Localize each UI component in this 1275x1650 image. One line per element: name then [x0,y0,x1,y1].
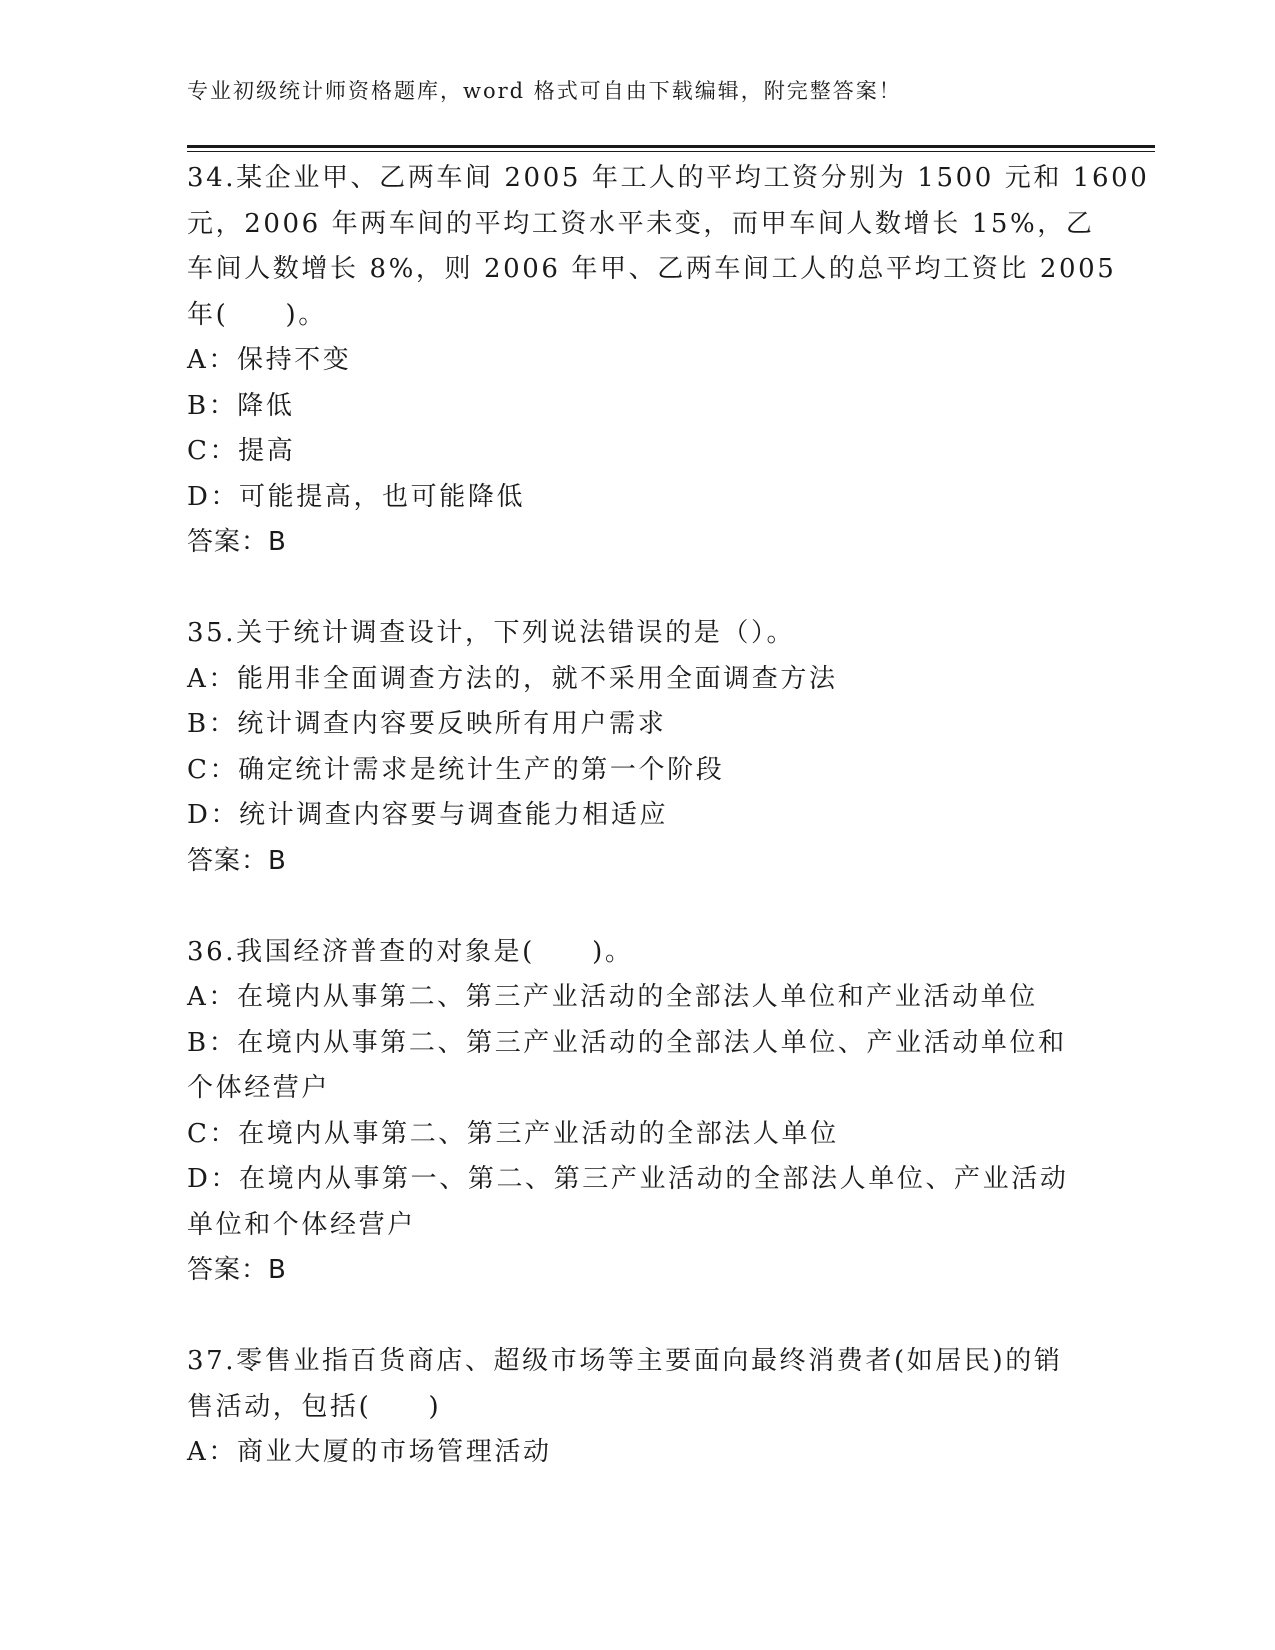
option-d-continued: 单位和个体经营户 [187,1209,416,1240]
answer-label: 答案：B [187,1255,287,1285]
option-b: B：降低 [187,390,295,421]
option-a: A：商业大厦的市场管理活动 [187,1437,552,1467]
option-b-continued: 个体经营户 [187,1073,331,1103]
option-b: B：在境内从事第二、第三产业活动的全部法人单位、产业活动单位和 [187,1027,1067,1058]
option-a: A：保持不变 [187,345,352,375]
question-35 [187,611,1087,884]
option-d: D：统计调查内容要与调查能力相适应 [187,800,669,830]
question-34 [187,156,1150,566]
option-c: C：确定统计需求是统计生产的第一个阶段 [187,754,725,785]
option-a: A：在境内从事第二、第三产业活动的全部法人单位和产业活动单位 [187,982,1038,1012]
option-c: C：提高 [187,436,296,466]
question-36 [187,930,1087,1294]
question-37 [187,1339,1087,1476]
option-d: D：可能提高，也可能降低 [187,481,526,512]
page-header: 专业初级统计师资格题库，word 格式可自由下载编辑，附完整答案！ [187,79,902,103]
question-list [187,156,1150,1476]
answer-label: 答案：B [187,527,287,557]
option-a: A：能用非全面调查方法的，就不采用全面调查方法 [187,663,838,694]
question-text-line: 34.某企业甲、乙两车间 2005 年工人的平均工资分别为 1500 元和 1600 [187,163,1150,193]
option-b: B：统计调查内容要反映所有用户需求 [187,709,667,739]
header-rule-thin [187,151,1155,152]
answer-label: 答案：B [187,845,287,876]
question-text-line: 车间人数增长 8%，则 2006 年甲、乙两车间工人的总平均工资比 2005 [187,254,1117,284]
option-c: C：在境内从事第二、第三产业活动的全部法人单位 [187,1118,839,1149]
question-text-line: 35.关于统计调查设计，下列说法错误的是（）。 [187,618,796,648]
question-text-line: 37.零售业指百货商店、超级市场等主要面向最终消费者(如居民)的销 [187,1346,1063,1376]
header-rule-thick [187,145,1155,148]
question-text-line: 售活动，包括( ) [187,1391,442,1422]
option-d: D：在境内从事第一、第二、第三产业活动的全部法人单位、产业活动 [187,1164,1069,1194]
question-text-line: 年( )。 [187,299,327,330]
question-text-line: 36.我国经济普查的对象是( )。 [187,936,634,967]
question-text-line: 元，2006 年两车间的平均工资水平未变，而甲车间人数增长 15%，乙 [187,208,1095,239]
